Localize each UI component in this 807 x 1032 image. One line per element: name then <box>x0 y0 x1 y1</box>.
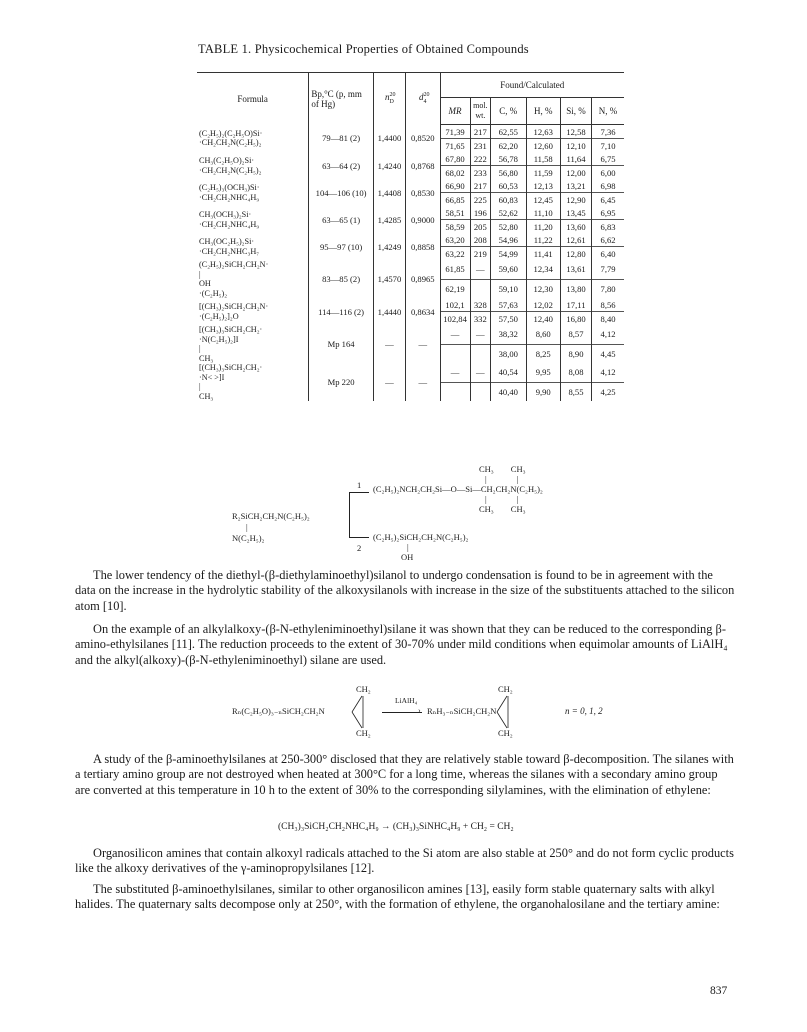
scheme1-arrow-label-2: 2 <box>357 543 362 553</box>
cell-si-calc: 12,90 <box>560 193 591 207</box>
table-row-found <box>197 206 624 220</box>
cell-formula: (C₂H₅)₃(OCH₃)Si· ·CH₂CH₂NHC₄H₉ <box>199 183 260 202</box>
scheme1-p1-bars-top: | | <box>485 474 519 484</box>
cell-h-calc: 12,30 <box>526 279 560 298</box>
cell-n-calc: 4,45 <box>592 344 624 363</box>
cell-molwt-calc <box>470 382 490 401</box>
cell-bp: 63—64 (2) <box>309 152 374 179</box>
cell-density: 0,8530 <box>406 179 440 206</box>
cell-c-found: 60,53 <box>491 179 526 193</box>
page-number: 837 <box>710 985 728 997</box>
cell-n-calc: 6,40 <box>592 247 624 261</box>
cell-h-calc: 11,59 <box>526 166 560 180</box>
scheme1-product-2 <box>373 532 469 562</box>
cell-c-calc: 38,00 <box>491 344 526 363</box>
scheme1-p1-main: (C₂H₅)₂NCH₂CH₂Si—O—Si—CH₂CH₂N(C₂H₅)₂ <box>373 484 543 494</box>
cell-n-found: 7,36 <box>592 125 624 139</box>
cell-si-found: 13,61 <box>560 260 591 279</box>
header-found-calculated: Found/Calculated <box>440 73 624 98</box>
properties-table <box>197 72 624 401</box>
cell-c-calc: 60,83 <box>491 193 526 207</box>
scheme2-right: RₙH₃₋ₙSiCH₂CH₂N <box>427 706 497 716</box>
cell-mr-found: — <box>440 325 470 344</box>
table-row-found <box>197 233 624 247</box>
header-density <box>406 73 440 125</box>
cell-c-calc: 54,99 <box>491 247 526 261</box>
cell-density: 0,9000 <box>406 206 440 233</box>
cell-si-calc: 13,80 <box>560 279 591 298</box>
paragraph-3-text: A study of the β-aminoethylsilanes at 250-300° disclosed that they are relatively stable toward β-decomposition. The silanes with a tertiary amino group are not destroyed when heated at 300°C for a long time, whereas the silanes with a secondary amino group are converted at this temperature in 10 h to the extent of 30% to the corresponding silylamines, with the elimination of ethylene: <box>75 752 734 797</box>
table-row-found <box>197 260 624 279</box>
header-formula: Formula <box>197 73 309 125</box>
equation-decomposition: (CH₃)₃SiCH₂CH₂NHC₄H₉ → (CH₃)₃SiNHC₄H₉ + CH₂ = CH₂ <box>278 822 514 832</box>
cell-molwt-found: — <box>470 363 490 382</box>
cell-molwt-calc: 205 <box>470 220 490 234</box>
cell-molwt-found: 217 <box>470 125 490 139</box>
cell-formula: (C₂H₅)₂(C₂H₅O)Si· ·CH₂CH₂N(C₂H₅)₂ <box>199 128 263 148</box>
cell-si-found: 13,45 <box>560 206 591 220</box>
cell-mr-calc: 63,22 <box>440 247 470 261</box>
scheme2-aziridine-right <box>495 690 509 734</box>
cell-mr-calc: 66,85 <box>440 193 470 207</box>
cell-molwt-calc: 233 <box>470 166 490 180</box>
cell-mr-calc: 58,59 <box>440 220 470 234</box>
scheme2-condition: n = 0, 1, 2 <box>565 706 603 716</box>
cell-si-found: 8,57 <box>560 325 591 344</box>
cell-n-found: 6,95 <box>592 206 624 220</box>
cell-h-found: 11,22 <box>526 233 560 247</box>
paragraph-2-text: On the example of an alkylalkoxy-(β-N-ethyleniminoethyl)silane it was shown that they can be reduced to the corresponding β-amino-ethylsilanes [11]. The reduction proceeds to the extent of 30-70% under mild conditions when equimolar amounts of LiAlH₄ and the alkyl(alkoxy)-(β-N-ethyleniminoethyl) silane are used. <box>75 622 728 667</box>
table-row-found <box>197 179 624 193</box>
cell-bp: 95—97 (10) <box>309 233 374 260</box>
cell-h-calc: 12,60 <box>526 139 560 153</box>
scheme1-reactant <box>232 511 310 544</box>
cell-nd: — <box>373 363 405 401</box>
cell-density: 0,8768 <box>406 152 440 179</box>
cell-c-found: 54,96 <box>491 233 526 247</box>
cell-formula: [(CH₃)₂SiCH₂CH₂N· ·(C₂H₅)₂]₂O <box>199 302 269 321</box>
cell-density: — <box>406 363 440 401</box>
cell-si-calc: 8,55 <box>560 382 591 401</box>
cell-n-calc: 7,80 <box>592 279 624 298</box>
cell-si-calc: 12,10 <box>560 139 591 153</box>
header-mr <box>440 98 470 125</box>
cell-nd: 1,4400 <box>373 125 405 153</box>
paragraph-1 <box>75 568 735 614</box>
cell-c-found: 40,54 <box>491 363 526 382</box>
table-row-found <box>197 325 624 344</box>
cell-molwt-found: — <box>470 260 490 279</box>
cell-h-found: 12,34 <box>526 260 560 279</box>
cell-density: 0,8858 <box>406 233 440 260</box>
cell-c-calc: 62,20 <box>491 139 526 153</box>
cell-molwt-found: 208 <box>470 233 490 247</box>
cell-mr-calc: 68,02 <box>440 166 470 180</box>
cell-density: 0,8520 <box>406 125 440 153</box>
paragraph-4 <box>75 846 735 877</box>
paragraph-1-text: The lower tendency of the diethyl-(β-diethylaminoethyl)silanol to undergo condensation is found to be in agreement with the data on the increase in the hydrolytic stability of the alkoxysilanols with increase in the size of the substituents attached to the silicon atom [10]. <box>75 568 735 613</box>
cell-n-calc: 6,83 <box>592 220 624 234</box>
cell-formula: CH₃(C₂H₅O)₂Si· ·CH₂CH₂N(C₂H₅)₂ <box>199 156 262 175</box>
scheme1-arrow-label-1: 1 <box>357 480 362 490</box>
cell-mr-calc <box>440 344 470 363</box>
cell-n-calc: 6,45 <box>592 193 624 207</box>
header-nd-symbol: n <box>385 92 390 103</box>
scheme2-reagent: LiAlH₄ <box>395 696 418 705</box>
cell-n-calc: 6,00 <box>592 166 624 180</box>
table-body <box>197 125 624 402</box>
cell-mr-found: 66,90 <box>440 179 470 193</box>
cell-h-calc: 11,41 <box>526 247 560 261</box>
scheme1-branch-vertical <box>349 492 350 538</box>
scheme2-left: Rₙ(C₂H₅O)₃₋ₙSiCH₂CH₂N <box>232 706 325 716</box>
scheme1-branch-2 <box>349 537 369 538</box>
cell-si-found: 12,58 <box>560 125 591 139</box>
table-caption: TABLE 1. Physicochemical Properties of Obtained Compounds <box>198 42 529 56</box>
cell-bp: 114—116 (2) <box>309 298 374 325</box>
cell-c-found: 59,60 <box>491 260 526 279</box>
cell-n-found: 7,79 <box>592 260 624 279</box>
scheme1-product-1 <box>373 464 543 514</box>
scheme1-p2-main: (C₂H₅)₂SiCH₂CH₂N(C₂H₅)₂ <box>373 532 469 542</box>
scheme2-ch2-top-left: CH₂ <box>356 684 371 694</box>
cell-si-calc: 8,90 <box>560 344 591 363</box>
table-row-found <box>197 298 624 312</box>
header-n: N, % <box>592 98 624 125</box>
scheme2-arrow <box>382 712 422 713</box>
cell-h-found: 12,63 <box>526 125 560 139</box>
scheme1-p2-oh: OH <box>401 552 414 562</box>
cell-bp: 83—85 (2) <box>309 260 374 298</box>
cell-molwt-found: 222 <box>470 152 490 166</box>
header-nd <box>373 73 405 125</box>
cell-si-calc: 16,80 <box>560 312 591 326</box>
cell-h-found: 11,58 <box>526 152 560 166</box>
cell-n-found: 8,56 <box>592 298 624 312</box>
cell-h-found: 12,13 <box>526 179 560 193</box>
cell-si-found: 11,64 <box>560 152 591 166</box>
cell-mr-calc: 62,19 <box>440 279 470 298</box>
cell-molwt-calc <box>470 279 490 298</box>
cell-c-calc: 56,80 <box>491 166 526 180</box>
table-row-found <box>197 152 624 166</box>
cell-h-calc: 8,25 <box>526 344 560 363</box>
scheme1-arrow-1 <box>349 492 369 493</box>
cell-molwt-found: — <box>470 325 490 344</box>
header-si: Si, % <box>560 98 591 125</box>
paragraph-2 <box>75 622 735 668</box>
cell-bp: Mp 164 <box>309 325 374 363</box>
cell-mr-found: 102,1 <box>440 298 470 312</box>
cell-mr-found: 58,51 <box>440 206 470 220</box>
cell-formula: CH₃(OCH₃)₂Si· ·CH₂CH₂NHC₄H₉ <box>199 210 260 229</box>
header-bp: Bp,°C (p, mm of Hg) <box>309 73 374 125</box>
cell-molwt-calc: 225 <box>470 193 490 207</box>
cell-molwt-calc: 332 <box>470 312 490 326</box>
cell-formula: [(CH₃)₃SiCH₂CH₂· ·N< >]I | CH₃ <box>199 363 263 401</box>
cell-h-found: 9,95 <box>526 363 560 382</box>
cell-h-calc: 12,45 <box>526 193 560 207</box>
cell-mr-calc <box>440 382 470 401</box>
cell-c-found: 62,55 <box>491 125 526 139</box>
header-d-sup: 20 <box>423 92 430 99</box>
scheme2-aziridine-left <box>350 690 364 734</box>
cell-n-found: 6,75 <box>592 152 624 166</box>
cell-molwt-calc: 219 <box>470 247 490 261</box>
cell-mr-found: 61,85 <box>440 260 470 279</box>
cell-n-calc: 8,40 <box>592 312 624 326</box>
cell-c-calc: 40,40 <box>491 382 526 401</box>
header-c: C, % <box>491 98 526 125</box>
cell-density: 0,8965 <box>406 260 440 298</box>
paragraph-3 <box>75 752 735 798</box>
paragraph-5 <box>75 882 735 913</box>
header-nd-sup: 20 <box>389 92 396 99</box>
cell-c-calc: 59,10 <box>491 279 526 298</box>
cell-bp: 63—65 (1) <box>309 206 374 233</box>
cell-formula: [(CH₃)₃SiCH₂CH₂· ·N(C₂H₅)₂]I | CH₃ <box>199 325 263 363</box>
cell-bp: 79—81 (2) <box>309 125 374 153</box>
cell-nd: 1,4285 <box>373 206 405 233</box>
cell-n-calc: 4,25 <box>592 382 624 401</box>
scheme2-ch2-bot-left: CH₂ <box>356 728 371 738</box>
cell-nd: 1,4570 <box>373 260 405 298</box>
header-mr-text: MR <box>448 106 462 116</box>
cell-n-found: 4,12 <box>592 363 624 382</box>
cell-c-found: 57,63 <box>491 298 526 312</box>
cell-mr-found: 63,20 <box>440 233 470 247</box>
cell-c-calc: 57,50 <box>491 312 526 326</box>
cell-n-found: 6,62 <box>592 233 624 247</box>
cell-n-found: 4,12 <box>592 325 624 344</box>
cell-molwt-calc <box>470 344 490 363</box>
cell-bp: 104—106 (10) <box>309 179 374 206</box>
header-d-sub: 4 <box>423 99 427 106</box>
cell-h-calc: 9,90 <box>526 382 560 401</box>
scheme2-arrow-head: › <box>418 706 421 715</box>
cell-mr-found: 67,80 <box>440 152 470 166</box>
scheme2-ch2-bot-right: CH₂ <box>498 728 513 738</box>
cell-h-calc: 12,40 <box>526 312 560 326</box>
cell-c-found: 38,32 <box>491 325 526 344</box>
table-row-found <box>197 125 624 139</box>
cell-si-calc: 12,80 <box>560 247 591 261</box>
cell-si-found: 12,61 <box>560 233 591 247</box>
cell-nd: 1,4240 <box>373 152 405 179</box>
header-nd-sub: D <box>389 99 394 106</box>
cell-mr-calc: 71,65 <box>440 139 470 153</box>
cell-si-calc: 12,00 <box>560 166 591 180</box>
cell-c-calc: 52,80 <box>491 220 526 234</box>
scheme1-reactant-bar: | <box>246 522 248 532</box>
cell-si-calc: 13,60 <box>560 220 591 234</box>
cell-mr-found: 71,39 <box>440 125 470 139</box>
cell-density: — <box>406 325 440 363</box>
cell-h-found: 8,60 <box>526 325 560 344</box>
cell-molwt-found: 217 <box>470 179 490 193</box>
header-molwt: mol. wt. <box>470 98 490 125</box>
cell-molwt-found: 328 <box>470 298 490 312</box>
scheme1-p2-bar: | <box>407 542 409 552</box>
scheme2-ch2-top-right: CH₂ <box>498 684 513 694</box>
scheme1-p1-ch3-top: CH₃ CH₃ <box>479 464 526 474</box>
header-d-symbol: d <box>419 92 424 103</box>
cell-h-found: 12,02 <box>526 298 560 312</box>
cell-nd: 1,4249 <box>373 233 405 260</box>
cell-mr-found: — <box>440 363 470 382</box>
cell-molwt-found: 196 <box>470 206 490 220</box>
cell-c-found: 52,62 <box>491 206 526 220</box>
cell-density: 0,8634 <box>406 298 440 325</box>
cell-n-calc: 7,10 <box>592 139 624 153</box>
cell-n-found: 6,98 <box>592 179 624 193</box>
cell-nd: — <box>373 325 405 363</box>
cell-c-found: 56,78 <box>491 152 526 166</box>
cell-h-found: 11,10 <box>526 206 560 220</box>
paragraph-4-text: Organosilicon amines that contain alkoxyl radicals attached to the Si atom are also stable at 250° and do not form cyclic products like the alkoxy derivatives of the γ-aminopropylsilanes [12]. <box>75 846 734 876</box>
cell-si-found: 8,08 <box>560 363 591 382</box>
cell-mr-calc: 102,84 <box>440 312 470 326</box>
cell-formula: (C₂H₅)₂SiCH₂CH₂N· | OH ·(C₂H₅)₂ <box>199 260 269 298</box>
cell-nd: 1,4408 <box>373 179 405 206</box>
cell-h-calc: 11,20 <box>526 220 560 234</box>
cell-si-found: 13,21 <box>560 179 591 193</box>
scheme1-p1-ch3-bot: CH₃ CH₃ <box>479 504 526 514</box>
scheme1-p1-bars-bot: | | <box>485 494 519 504</box>
header-h: H, % <box>526 98 560 125</box>
cell-bp: Mp 220 <box>309 363 374 401</box>
scheme1-reactant-line1: R₂SiCH₂CH₂N(C₂H₅)₂ <box>232 511 310 521</box>
cell-molwt-calc: 231 <box>470 139 490 153</box>
cell-nd: 1,4440 <box>373 298 405 325</box>
cell-formula: CH₃(OC₂H₅)₂Si· ·CH₂CH₂NHC₃H₇ <box>199 237 260 256</box>
table-row-found <box>197 363 624 382</box>
paragraph-5-text: The substituted β-aminoethylsilanes, similar to other organosilicon amines [13], easily form stable quaternary salts with alkyl halides. The quaternary salts decompose only at 250°, with the formation of ethylene, the organohalosilane and the tertiary amine: <box>75 882 720 912</box>
cell-si-found: 17,11 <box>560 298 591 312</box>
scheme1-reactant-line2: N(C₂H₅)₂ <box>232 533 265 543</box>
